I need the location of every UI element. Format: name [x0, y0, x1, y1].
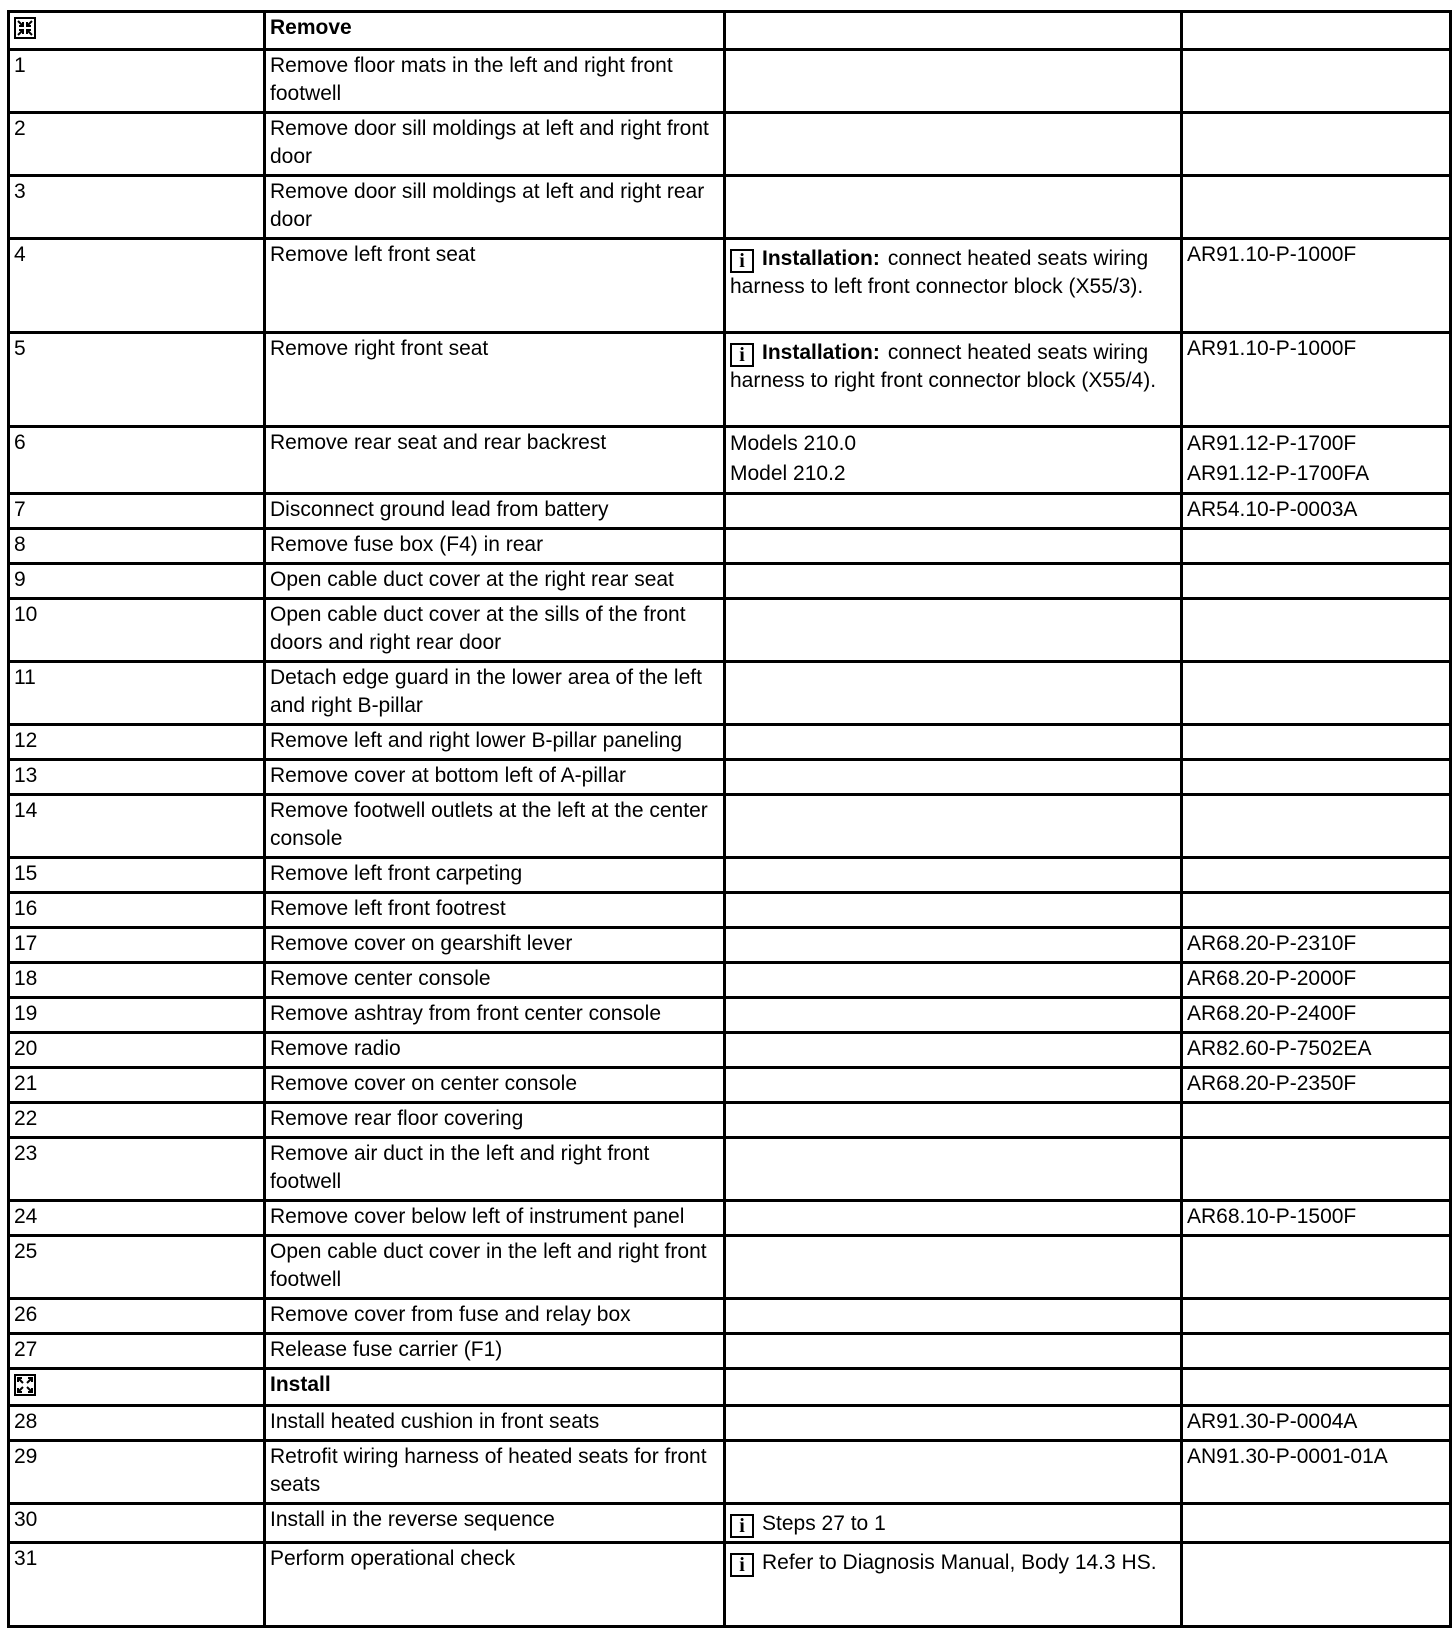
- step-row: [9, 1236, 1451, 1299]
- step-number: 18: [14, 967, 38, 990]
- step-number: 31: [14, 1547, 38, 1570]
- note-label: Installation:: [762, 247, 880, 270]
- step-number-cell: [9, 564, 265, 599]
- empty-cell: [1182, 12, 1451, 50]
- step-text: Remove fuse box (F4) in rear: [270, 533, 544, 556]
- step-number: 16: [14, 897, 38, 920]
- step-reference-cell: [1182, 494, 1451, 529]
- step-number-cell: [9, 176, 265, 239]
- step-note-cell: [725, 795, 1182, 858]
- note: [730, 335, 1175, 395]
- step-text-cell: [265, 928, 725, 963]
- step-reference-cell: [1182, 1103, 1451, 1138]
- step-number-cell: [9, 1201, 265, 1236]
- step-row: [9, 858, 1451, 893]
- step-number-cell: [9, 1103, 265, 1138]
- step-reference-cell: [1182, 529, 1451, 564]
- step-number-cell: [9, 963, 265, 998]
- step-number: 17: [14, 932, 38, 955]
- step-number-cell: [9, 998, 265, 1033]
- step-number-cell: [9, 1406, 265, 1441]
- step-text: Remove door sill moldings at left and right rear door: [270, 180, 705, 231]
- section-title: Remove: [270, 16, 352, 39]
- note-line: Models 210.0: [730, 432, 857, 455]
- step-number-cell: [9, 795, 265, 858]
- step-reference-cell: [1182, 725, 1451, 760]
- step-note-cell: [725, 176, 1182, 239]
- step-reference-cell: [1182, 1299, 1451, 1334]
- step-note-cell: [725, 494, 1182, 529]
- step-row: [9, 564, 1451, 599]
- step-text-cell: [265, 1504, 725, 1543]
- step-row: [9, 893, 1451, 928]
- step-text-cell: [265, 725, 725, 760]
- step-number: 13: [14, 764, 38, 787]
- step-number: 12: [14, 729, 38, 752]
- remove-section-icon: [14, 17, 36, 39]
- step-text-cell: [265, 1334, 725, 1369]
- step-number-cell: [9, 760, 265, 795]
- step-row: [9, 427, 1451, 494]
- step-reference-cell: [1182, 1406, 1451, 1441]
- step-note-cell: [725, 1441, 1182, 1504]
- step-text-cell: [265, 239, 725, 333]
- step-number-cell: [9, 333, 265, 427]
- step-reference-cell: [1182, 1138, 1451, 1201]
- step-row: [9, 998, 1451, 1033]
- step-note-cell: [725, 963, 1182, 998]
- step-note-cell: [725, 1504, 1182, 1543]
- step-note-cell: [725, 50, 1182, 113]
- step-text-cell: [265, 1068, 725, 1103]
- step-text-cell: [265, 50, 725, 113]
- step-note-cell: [725, 858, 1182, 893]
- step-number: 6: [14, 431, 26, 454]
- empty-cell: [1182, 1369, 1451, 1406]
- step-number-cell: [9, 1334, 265, 1369]
- step-text-cell: [265, 858, 725, 893]
- step-row: [9, 50, 1451, 113]
- step-number: 26: [14, 1303, 38, 1326]
- step-reference-cell: [1182, 662, 1451, 725]
- step-row: [9, 1504, 1451, 1543]
- reference-link[interactable]: AN91.30-P-0001-01A: [1187, 1445, 1388, 1468]
- reference-link[interactable]: AR68.20-P-2400F: [1187, 1002, 1357, 1025]
- step-number: 21: [14, 1072, 38, 1095]
- step-note-cell: [725, 333, 1182, 427]
- step-number: 4: [14, 243, 26, 266]
- note-text: Refer to Diagnosis Manual, Body 14.3 HS.: [762, 1551, 1157, 1574]
- step-text-cell: [265, 1406, 725, 1441]
- step-text-cell: [265, 333, 725, 427]
- section-header-row: [9, 1369, 1451, 1406]
- step-number: 19: [14, 1002, 38, 1025]
- step-text: Remove left front carpeting: [270, 862, 523, 885]
- step-number: 28: [14, 1410, 38, 1433]
- step-row: [9, 1334, 1451, 1369]
- step-note-cell: [725, 113, 1182, 176]
- reference-link[interactable]: AR91.10-P-1000F: [1187, 243, 1357, 266]
- step-text-cell: [265, 963, 725, 998]
- step-row: [9, 1406, 1451, 1441]
- section-title: Install: [270, 1373, 331, 1396]
- step-text: Perform operational check: [270, 1547, 516, 1570]
- procedure-table-body: [9, 12, 1451, 1627]
- step-reference-cell: [1182, 333, 1451, 427]
- step-number-cell: [9, 1441, 265, 1504]
- step-reference-cell: [1182, 1441, 1451, 1504]
- step-reference-cell: [1182, 239, 1451, 333]
- step-text-cell: [265, 176, 725, 239]
- reference-link[interactable]: AR91.10-P-1000F: [1187, 337, 1357, 360]
- step-text-cell: [265, 599, 725, 662]
- step-row: [9, 1299, 1451, 1334]
- step-row: [9, 662, 1451, 725]
- step-number-cell: [9, 1504, 265, 1543]
- step-number: 24: [14, 1205, 38, 1228]
- step-row: [9, 1201, 1451, 1236]
- step-row: [9, 494, 1451, 529]
- step-number-cell: [9, 928, 265, 963]
- step-text: Remove left front seat: [270, 243, 476, 266]
- step-text: Remove radio: [270, 1037, 401, 1060]
- step-note-cell: [725, 662, 1182, 725]
- step-text: Remove ashtray from front center console: [270, 1002, 662, 1025]
- step-text: Remove footwell outlets at the left at the center console: [270, 799, 708, 850]
- step-reference-cell: [1182, 963, 1451, 998]
- section-icon-cell: [9, 12, 265, 50]
- step-number: 8: [14, 533, 26, 556]
- step-number: 2: [14, 117, 26, 140]
- step-note-cell: [725, 427, 1182, 494]
- step-text-cell: [265, 1299, 725, 1334]
- step-note-cell: [725, 1103, 1182, 1138]
- step-row: [9, 113, 1451, 176]
- step-text-cell: [265, 795, 725, 858]
- step-text: Remove floor mats in the left and right front footwell: [270, 54, 673, 105]
- step-note-cell: [725, 1334, 1182, 1369]
- step-text-cell: [265, 1138, 725, 1201]
- step-text-cell: [265, 662, 725, 725]
- note-text: connect heated seats wiring harness to left front connector block (X55/3).: [730, 247, 1149, 298]
- reference-link[interactable]: AR68.20-P-2000F: [1187, 967, 1357, 990]
- step-note-cell: [725, 1236, 1182, 1299]
- step-text-cell: [265, 1441, 725, 1504]
- step-number: 22: [14, 1107, 38, 1130]
- step-text: Remove cover at bottom left of A-pillar: [270, 764, 626, 787]
- step-text: Remove air duct in the left and right front footwell: [270, 1142, 650, 1193]
- step-text-cell: [265, 893, 725, 928]
- step-text: Remove cover on center console: [270, 1072, 577, 1095]
- step-reference-cell: [1182, 1201, 1451, 1236]
- step-number: 9: [14, 568, 26, 591]
- step-reference-cell: [1182, 1033, 1451, 1068]
- step-text-cell: [265, 1033, 725, 1068]
- reference-link[interactable]: AR91.30-P-0004A: [1187, 1410, 1358, 1433]
- step-number: 5: [14, 337, 26, 360]
- note-line: Model 210.2: [730, 462, 846, 485]
- step-row: [9, 963, 1451, 998]
- step-number-cell: [9, 1068, 265, 1103]
- step-reference-cell: [1182, 1334, 1451, 1369]
- step-reference-cell: [1182, 50, 1451, 113]
- install-section-icon: [14, 1374, 36, 1396]
- step-note-cell: [725, 1068, 1182, 1103]
- step-number-cell: [9, 494, 265, 529]
- step-text: Open cable duct cover in the left and right front footwell: [270, 1240, 707, 1291]
- step-number: 1: [14, 54, 26, 77]
- step-text: Remove door sill moldings at left and right front door: [270, 117, 709, 168]
- reference-link[interactable]: AR54.10-P-0003A: [1187, 498, 1358, 521]
- step-row: [9, 1103, 1451, 1138]
- step-number-cell: [9, 893, 265, 928]
- step-number: 20: [14, 1037, 38, 1060]
- step-note-cell: [725, 599, 1182, 662]
- step-reference-cell: [1182, 928, 1451, 963]
- step-reference-cell: [1182, 1504, 1451, 1543]
- step-row: [9, 760, 1451, 795]
- reference-link[interactable]: AR68.20-P-2350F: [1187, 1072, 1357, 1095]
- step-text: Remove cover on gearshift lever: [270, 932, 573, 955]
- step-text: Remove cover from fuse and relay box: [270, 1303, 631, 1326]
- step-number-cell: [9, 1236, 265, 1299]
- step-text: Open cable duct cover at the sills of the front doors and right rear door: [270, 603, 686, 654]
- step-row: [9, 795, 1451, 858]
- step-number-cell: [9, 1299, 265, 1334]
- step-number: 7: [14, 498, 26, 521]
- step-text: Open cable duct cover at the right rear seat: [270, 568, 674, 591]
- step-number: 25: [14, 1240, 38, 1263]
- info-icon: i: [730, 1553, 754, 1577]
- step-text: Remove left front footrest: [270, 897, 506, 920]
- step-text-cell: [265, 113, 725, 176]
- step-number-cell: [9, 858, 265, 893]
- step-note-cell: [725, 998, 1182, 1033]
- step-note-cell: [725, 1201, 1182, 1236]
- step-reference-cell: [1182, 113, 1451, 176]
- step-text: Disconnect ground lead from battery: [270, 498, 609, 521]
- step-number-cell: [9, 50, 265, 113]
- step-row: [9, 1068, 1451, 1103]
- step-number: 15: [14, 862, 38, 885]
- step-reference-cell: [1182, 564, 1451, 599]
- note-text: connect heated seats wiring harness to right front connector block (X55/4).: [730, 341, 1157, 392]
- step-text: Retrofit wiring harness of heated seats for front seats: [270, 1445, 707, 1496]
- step-number-cell: [9, 599, 265, 662]
- step-number-cell: [9, 529, 265, 564]
- step-note-cell: [725, 564, 1182, 599]
- reference-link[interactable]: AR82.60-P-7502EA: [1187, 1037, 1372, 1060]
- reference-link[interactable]: AR68.20-P-2310F: [1187, 932, 1357, 955]
- step-number: 27: [14, 1338, 38, 1361]
- step-number-cell: [9, 113, 265, 176]
- step-note-cell: [725, 725, 1182, 760]
- step-note-cell: [725, 529, 1182, 564]
- reference-link[interactable]: AR91.12-P-1700FA: [1187, 462, 1370, 485]
- step-row: [9, 1138, 1451, 1201]
- step-number: 14: [14, 799, 38, 822]
- step-text-cell: [265, 998, 725, 1033]
- reference-link[interactable]: AR91.12-P-1700F: [1187, 432, 1357, 455]
- step-row: [9, 599, 1451, 662]
- info-icon: i: [730, 343, 754, 367]
- step-text-cell: [265, 1236, 725, 1299]
- step-text: Remove left and right lower B-pillar paneling: [270, 729, 683, 752]
- reference-link[interactable]: AR68.10-P-1500F: [1187, 1205, 1357, 1228]
- step-number-cell: [9, 1138, 265, 1201]
- section-icon-cell: [9, 1369, 265, 1406]
- step-text-cell: [265, 427, 725, 494]
- step-number: 3: [14, 180, 26, 203]
- section-title-cell: [265, 12, 725, 50]
- step-text: Release fuse carrier (F1): [270, 1338, 503, 1361]
- step-note-cell: [725, 928, 1182, 963]
- step-note-cell: [725, 1033, 1182, 1068]
- step-text-cell: [265, 1103, 725, 1138]
- empty-cell: [725, 1369, 1182, 1406]
- info-icon: i: [730, 249, 754, 273]
- step-text-cell: [265, 564, 725, 599]
- step-row: [9, 928, 1451, 963]
- step-row: [9, 529, 1451, 564]
- step-text: Remove rear floor covering: [270, 1107, 524, 1130]
- step-note-cell: [725, 1299, 1182, 1334]
- step-text-cell: [265, 494, 725, 529]
- note-label: Installation:: [762, 341, 880, 364]
- step-text: Remove rear seat and rear backrest: [270, 431, 607, 454]
- step-text: Remove center console: [270, 967, 491, 990]
- note: [730, 1545, 1175, 1577]
- step-reference-cell: [1182, 1068, 1451, 1103]
- note-text: Steps 27 to 1: [762, 1512, 886, 1535]
- note: [730, 1506, 1175, 1538]
- section-header-row: [9, 12, 1451, 50]
- step-number-cell: [9, 1033, 265, 1068]
- step-reference-cell: [1182, 760, 1451, 795]
- step-reference-cell: [1182, 893, 1451, 928]
- step-row: [9, 333, 1451, 427]
- step-row: [9, 1441, 1451, 1504]
- step-number: 30: [14, 1508, 38, 1531]
- step-reference-cell: [1182, 858, 1451, 893]
- step-text: Remove right front seat: [270, 337, 489, 360]
- step-text: Detach edge guard in the lower area of the left and right B-pillar: [270, 666, 702, 717]
- step-text: Install in the reverse sequence: [270, 1508, 555, 1531]
- step-number: 29: [14, 1445, 38, 1468]
- step-number: 10: [14, 603, 38, 626]
- step-reference-cell: [1182, 176, 1451, 239]
- step-reference-cell: [1182, 795, 1451, 858]
- step-row: [9, 725, 1451, 760]
- section-title-cell: [265, 1369, 725, 1406]
- step-number-cell: [9, 239, 265, 333]
- step-number-cell: [9, 662, 265, 725]
- step-note-cell: [725, 893, 1182, 928]
- step-text-cell: [265, 1201, 725, 1236]
- step-note-cell: [725, 760, 1182, 795]
- step-note-cell: [725, 1406, 1182, 1441]
- step-row: [9, 176, 1451, 239]
- note: [730, 241, 1175, 301]
- procedure-table: [7, 10, 1452, 1628]
- empty-cell: [725, 12, 1182, 50]
- step-reference-cell: [1182, 1236, 1451, 1299]
- step-number-cell: [9, 427, 265, 494]
- step-note-cell: [725, 239, 1182, 333]
- info-icon: i: [730, 1514, 754, 1538]
- step-note-cell: [725, 1138, 1182, 1201]
- step-text-cell: [265, 529, 725, 564]
- step-row: [9, 1033, 1451, 1068]
- step-text-cell: [265, 760, 725, 795]
- step-text: Remove cover below left of instrument panel: [270, 1205, 685, 1228]
- step-number-cell: [9, 725, 265, 760]
- step-text: Install heated cushion in front seats: [270, 1410, 600, 1433]
- step-reference-cell: [1182, 998, 1451, 1033]
- step-number: 11: [14, 666, 36, 689]
- step-reference-cell: [1182, 599, 1451, 662]
- step-row: [9, 239, 1451, 333]
- step-reference-cell: [1182, 427, 1451, 494]
- step-number: 23: [14, 1142, 38, 1165]
